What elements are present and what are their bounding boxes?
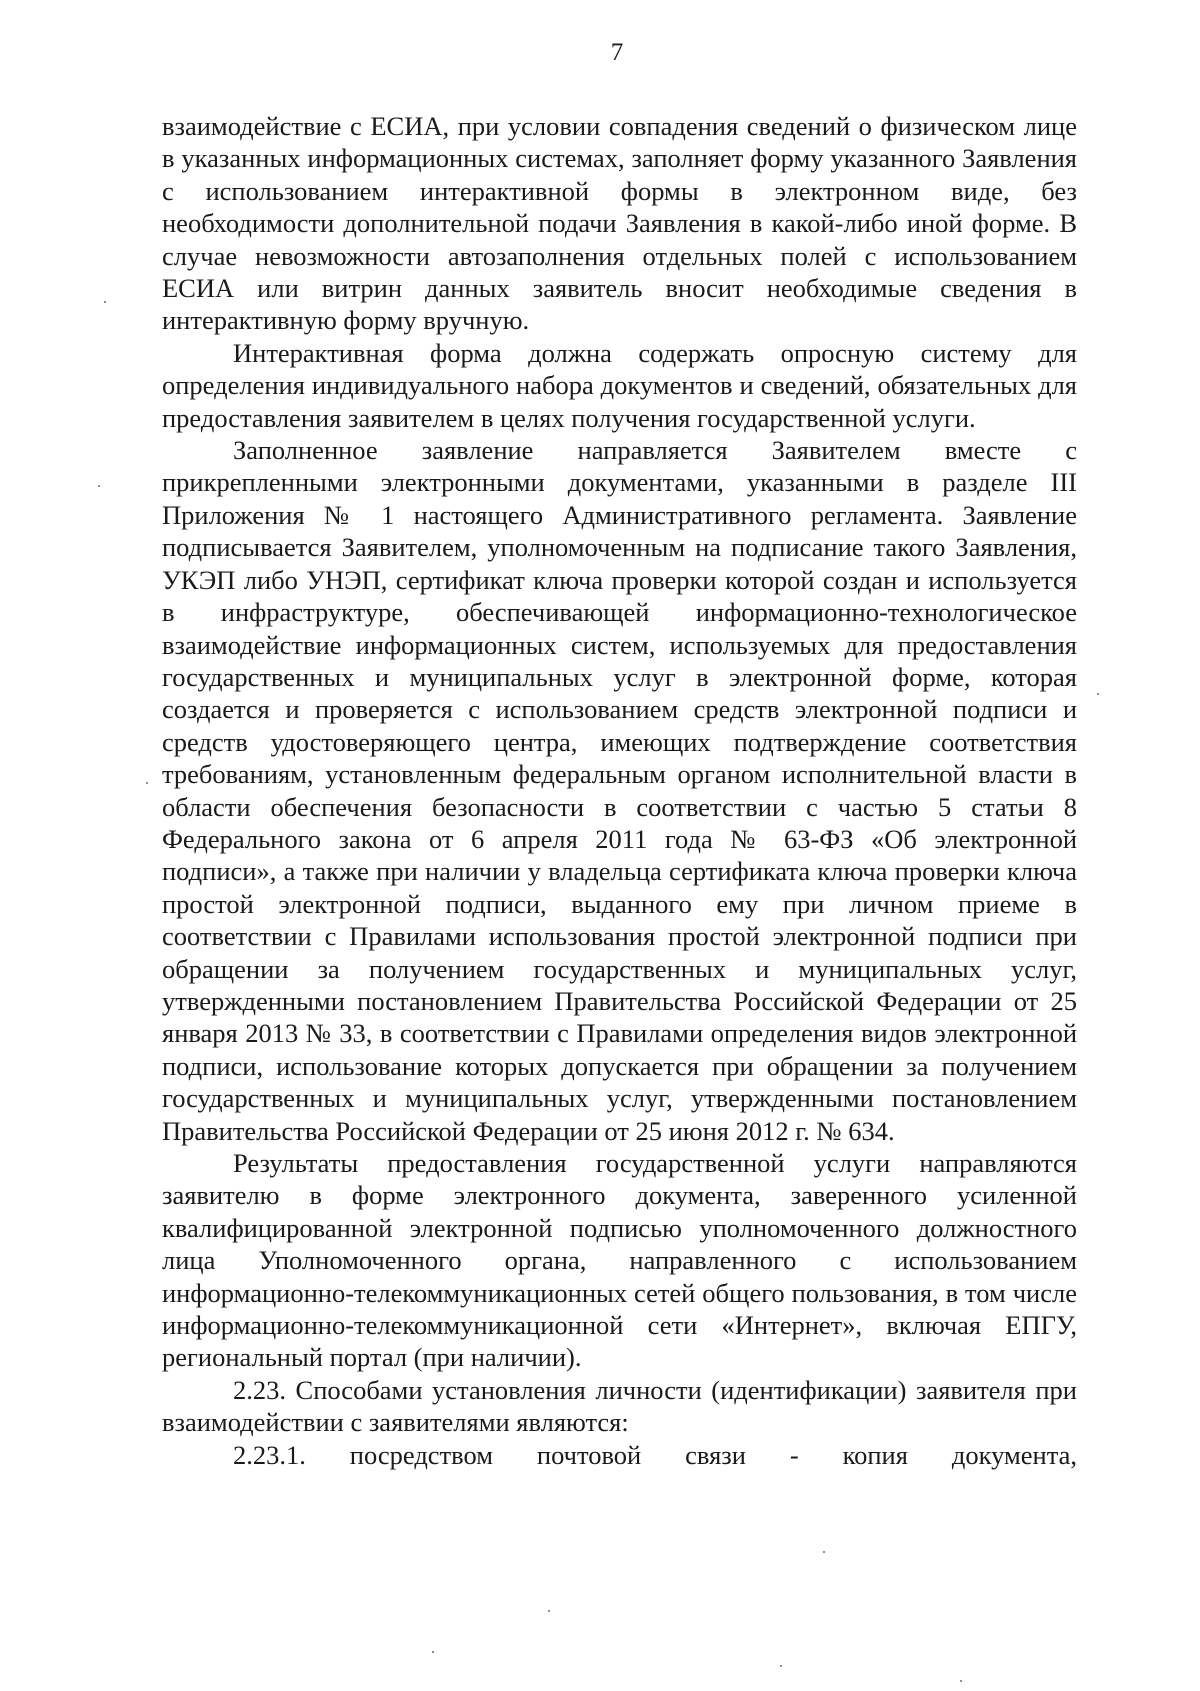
document-body xyxy=(162,110,1077,1471)
paragraph-application-signing: Заполненное заявление направляется Заявителем вместе с прикрепленными электронными документами, указанными в разделе III Приложения № 1 настоящего Административного регламента. Заявление подписывается Заявителем, уполномоченным на подписание такого Заявления, УКЭП либо УНЭП, сертификат ключа проверки которой создан и используется в инфраструктуре, обеспечивающей информационно-технологическое взаимодействие информационных систем, используемых для предоставления государственных и муниципальных услуг в электронной форме, которая создается и проверяется с использованием средств электронной подписи и средств удостоверяющего центра, имеющих подтверждение соответствия требованиям, установленным федеральным органом исполнительной власти в области обеспечения безопасности в соответствии с частью 5 статьи 8 Федерального закона от 6 апреля 2011 года № 63-ФЗ «Об электронной подписи», а также при наличии у владельца сертификата ключа проверки ключа простой электронной подписи, выданного ему при личном приеме в соответствии с Правилами использования простой электронной подписи при обращении за получением государственных и муниципальных услуг, утвержденными постановлением Правительства Российской Федерации от 25 января 2013 № 33, в соответствии с Правилами определения видов электронной подписи, использование которых допускается при обращении за получением государственных и муниципальных услуг, утвержденными постановлением Правительства Российской Федерации от 25 июня 2012 г. № 634. xyxy=(162,435,1077,1146)
scan-speck xyxy=(548,1610,550,1612)
scan-speck xyxy=(432,1651,434,1653)
paragraph-postal-identification: 2.23.1. посредством почтовой связи - копия документа, xyxy=(233,1439,1077,1470)
paragraph-identification-methods: 2.23. Способами установления личности (идентификации) заявителя при взаимодействии с заявителями являются: xyxy=(162,1374,1077,1438)
paragraph-esia-form: взаимодействие с ЕСИА, при условии совпадения сведений о физическом лице в указанных информационных системах, заполняет форму указанного Заявления с использованием интерактивной формы в электронном виде, без необходимости дополнительной подачи Заявления в какой-либо иной форме. В случае невозможности автозаполнения отдельных полей с использованием ЕСИА или витрин данных заявитель вносит необходимые сведения в интерактивную форму вручную. xyxy=(162,111,1077,336)
scan-speck xyxy=(146,782,148,784)
scan-speck xyxy=(1097,693,1099,695)
paragraph-interactive-form: Интерактивная форма должна содержать опросную систему для определения индивидуального набора документов и сведений, обязательных для предоставления заявителем в целях получения государственной услуги. xyxy=(162,337,1077,433)
scan-speck xyxy=(98,485,100,487)
scan-speck xyxy=(104,301,106,303)
scan-speck xyxy=(960,1680,962,1682)
scan-speck xyxy=(823,1551,825,1553)
page-number: 7 xyxy=(610,39,624,66)
scan-speck xyxy=(780,1665,782,1667)
paragraph-service-results: Результаты предоставления государственной услуги направляются заявителю в форме электронного документа, заверенного усиленной квалифицированной электронной подписью уполномоченного должностного лица Уполномоченного органа, направленного с использованием информационно-телекоммуникационных сетей общего пользования, в том числе информационно-телекоммуникационной сети «Интернет», включая ЕПГУ, региональный портал (при наличии). xyxy=(162,1148,1077,1373)
